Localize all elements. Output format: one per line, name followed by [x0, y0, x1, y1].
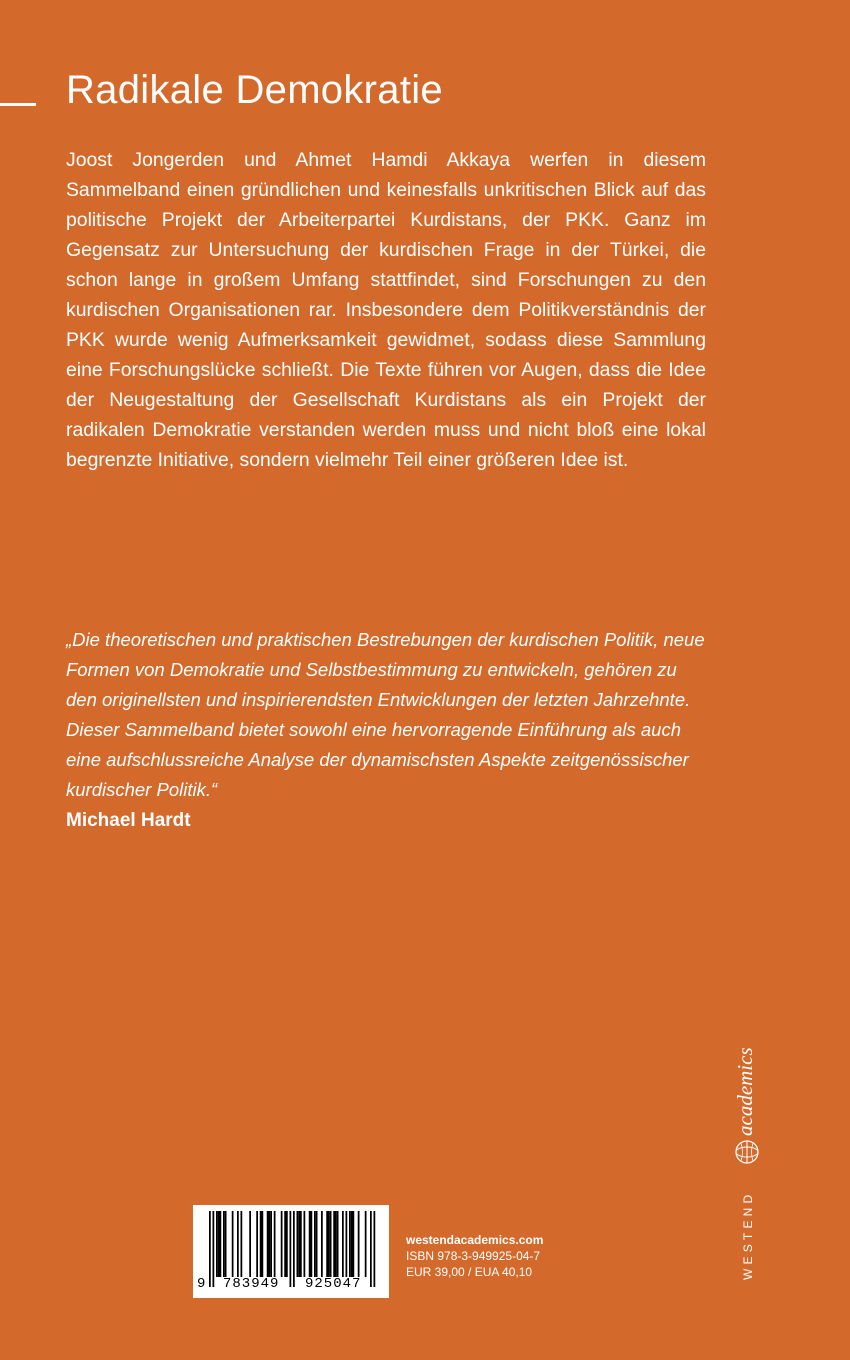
logo-brand: WESTEND	[741, 1190, 755, 1280]
barcode-bar	[330, 1211, 332, 1277]
barcode-bar	[300, 1211, 302, 1277]
barcode-bar	[223, 1211, 225, 1277]
barcode-bar	[365, 1211, 367, 1277]
barcode-bar	[218, 1211, 220, 1277]
barcode-bar	[267, 1211, 269, 1277]
book-title: Radikale Demokratie	[66, 68, 443, 112]
barcode-bar	[328, 1211, 330, 1277]
logo-imprint: academics	[733, 1047, 757, 1136]
barcode-bar	[326, 1211, 328, 1277]
endorsement-quote: „Die theoretischen und praktischen Bestrebungen der kurdischen Politik, neue Formen von Demokratie und Selbstbestimmung zu entwickeln, gehören zu den originellsten und inspirierendsten Entwicklungen der letzten Jahrzehnte. Dieser Sammelband bietet sowohl eine hervorragende Einführung als auch eine aufschlussreiche Analyse der dynamischsten Aspekte zeitgenössischer kurdischer Politik.“	[66, 629, 705, 800]
barcode-bar	[260, 1211, 262, 1277]
barcode-bar	[349, 1211, 351, 1277]
barcode-left-group: 783949	[223, 1276, 280, 1292]
barcode-bar	[353, 1211, 355, 1277]
book-description: Joost Jongerden und Ahmet Hamdi Akkaya werfen in diesem Sammelband einen gründlichen und keinesfalls unkritischen Blick auf das politische Projekt der Arbeiterpartei Kurdistans, der PKK. Ganz im Gegensatz zur Untersuchung der kurdischen Frage in der Türkei, die schon lange in großem Umfang stattfindet, sind Forschungen zu den kurdischen Organisationen rar. Insbesondere dem Politikverständnis der PKK wurde wenig Aufmerksamkeit gewidmet, sodass diese Sammlung eine Forschungslücke schließt. Die Texte führen vor Augen, dass die Idee der Neugestaltung der Gesellschaft Kurdistans als ein Projekt der radikalen Demokratie verstanden werden muss und nicht bloß eine lokal begrenzte Initiative, sondern vielmehr Teil einer größeren Idee ist.	[66, 149, 706, 471]
publisher-info	[406, 1232, 543, 1280]
barcode-first-digit: 9	[197, 1276, 206, 1292]
barcode-bar	[314, 1211, 316, 1277]
title-dash	[0, 103, 36, 106]
barcode-bar	[351, 1211, 353, 1277]
barcode-bar	[298, 1211, 300, 1277]
barcode-bar	[269, 1211, 271, 1277]
barcode-bar	[321, 1211, 323, 1277]
barcode-bar	[241, 1211, 243, 1277]
barcode-bar	[358, 1211, 360, 1277]
isbn-barcode	[193, 1205, 389, 1298]
barcode-bar	[225, 1211, 227, 1277]
globe-icon	[736, 1141, 758, 1163]
barcode-bar	[342, 1211, 344, 1277]
barcode-bar	[304, 1211, 306, 1277]
barcode-bar	[316, 1211, 318, 1277]
barcode-bar	[270, 1211, 272, 1277]
barcode-right-group: 925047	[305, 1276, 362, 1292]
barcode-bar	[309, 1211, 311, 1277]
barcode-bar	[311, 1211, 313, 1277]
barcode-bar	[337, 1211, 339, 1277]
barcode-bar	[346, 1211, 348, 1277]
barcode-bar	[274, 1211, 276, 1277]
endorsement-author: Michael Hardt	[66, 810, 191, 831]
barcode-bar	[335, 1211, 337, 1277]
barcode-bar	[220, 1211, 222, 1277]
barcode-bar	[256, 1211, 258, 1277]
barcode-bar	[249, 1211, 251, 1277]
isbn-text: ISBN 978-3-949925-04-7	[406, 1249, 541, 1263]
barcode-bar	[297, 1211, 299, 1277]
publisher-website[interactable]: westendacademics.com	[406, 1233, 544, 1247]
barcode-bar	[232, 1211, 234, 1277]
barcode-bar	[333, 1211, 335, 1277]
barcode-bar	[281, 1211, 283, 1277]
barcode-bar	[286, 1211, 288, 1277]
westend-academics-logo	[700, 980, 800, 1290]
barcode-bar	[237, 1211, 239, 1277]
price-text: EUR 39,00 / EUA 40,10	[406, 1265, 533, 1279]
barcode-digits	[193, 1276, 389, 1296]
barcode-bar	[262, 1211, 264, 1277]
barcode-bar	[284, 1211, 286, 1277]
barcode-bar	[216, 1211, 218, 1277]
